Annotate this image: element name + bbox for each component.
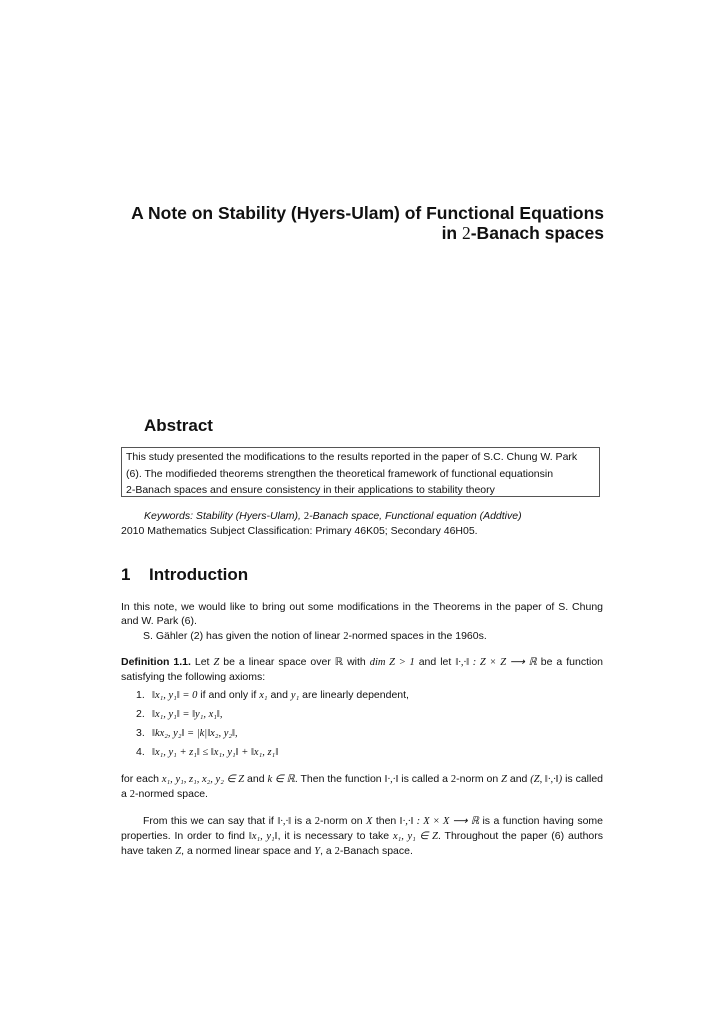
abstract-box bbox=[121, 447, 600, 497]
axiom-text: and bbox=[267, 689, 291, 701]
def-text: Let bbox=[190, 656, 214, 668]
axiom-text: if and only if bbox=[197, 689, 260, 701]
title-line-1: A Note on Stability (Hyers-Ulam) of Functional Equations bbox=[131, 203, 604, 223]
axiom-item bbox=[136, 686, 409, 705]
para-math: Z bbox=[175, 846, 182, 857]
para-math: 2 bbox=[314, 816, 321, 827]
axiom-text: are linearly dependent, bbox=[299, 689, 409, 701]
intro-paragraph-1: In this note, we would like to bring out some modifications in the Theorems in the paper of S. Chung and W. Park (6). bbox=[121, 601, 603, 627]
para-text: , it is necessary to take bbox=[277, 830, 393, 842]
para-text: is a bbox=[291, 815, 315, 827]
title-text: in bbox=[441, 223, 462, 243]
para-text: , a bbox=[320, 845, 335, 857]
para-math: 2 bbox=[334, 846, 340, 857]
para-text: is called a bbox=[398, 773, 451, 785]
para-math: (Z, ‖·,·‖) bbox=[530, 774, 563, 785]
abstract-line: 2-Banach spaces and ensure consistency in their applications to stability theory bbox=[126, 484, 495, 496]
axiom-number: 2. bbox=[136, 708, 145, 720]
intro-paragraph-2 bbox=[121, 629, 603, 644]
keywords-text: Keywords: Stability (Hyers-Ulam), bbox=[144, 510, 304, 522]
axiom-item bbox=[136, 705, 409, 724]
para-text: -norm on bbox=[456, 773, 502, 785]
para-math: Y bbox=[314, 846, 321, 857]
axiom-math: y₁ bbox=[290, 690, 300, 701]
section-number: 1 bbox=[121, 565, 131, 584]
abstract-line: This study presented the modifications to the results reported in the paper of S.C. Chung W. Park bbox=[126, 451, 578, 463]
axiom-math: ‖x₁, y₁ + z₁‖ ≤ ‖x₁, y₁‖ + ‖x₁, z₁‖ bbox=[152, 747, 279, 758]
axiom-number: 4. bbox=[136, 746, 145, 758]
para-text: for each bbox=[121, 773, 162, 785]
def-math: ℝ bbox=[334, 657, 344, 668]
para-math: x₁, y₁ ∈ Z bbox=[393, 831, 438, 842]
final-paragraph bbox=[121, 814, 603, 859]
para-text: From this we can say that if bbox=[143, 815, 278, 827]
para-text: -norm on bbox=[320, 815, 366, 827]
para-text: and bbox=[244, 773, 268, 785]
para-text: S. Gähler (2) has given the notion of linear bbox=[143, 630, 344, 642]
para-text: , a normed linear space and bbox=[181, 845, 315, 857]
title-line-2 bbox=[110, 223, 604, 243]
axiom-item bbox=[136, 743, 409, 762]
title-math: 2 bbox=[461, 223, 471, 243]
msc-classification: 2010 Mathematics Subject Classification: Primary 46K05; Secondary 46H05. bbox=[121, 525, 478, 537]
section-heading-introduction bbox=[121, 565, 248, 585]
para-math: 2 bbox=[450, 774, 457, 785]
definition-conclusion bbox=[121, 772, 603, 802]
abstract-line: (6). The modifieded theorems strengthen the theoretical framework of functional equationsin bbox=[126, 467, 554, 480]
axiom-math: ‖x₁, y₁‖ = ‖y₁, x₁‖, bbox=[152, 709, 223, 720]
abstract-heading: Abstract bbox=[144, 416, 213, 435]
axiom-item bbox=[136, 724, 409, 743]
axiom-number: 3. bbox=[136, 727, 145, 739]
axiom-math: ‖x₁, y₁‖ = 0 bbox=[152, 690, 198, 701]
def-text: be a function satisfying the following axioms: bbox=[121, 656, 603, 683]
para-math: k ∈ ℝ bbox=[267, 774, 295, 785]
def-math: dim Z > 1 bbox=[369, 657, 415, 668]
definition-1-1 bbox=[121, 655, 603, 684]
para-text: . Then the function bbox=[294, 773, 385, 785]
para-text: then bbox=[372, 815, 400, 827]
axiom-number: 1. bbox=[136, 689, 145, 701]
def-math: ‖·,·‖ : Z × Z ⟶ ℝ bbox=[455, 657, 537, 668]
para-math: x₁, y₁, z₁, x₂, y₂ ∈ Z bbox=[161, 774, 245, 785]
para-math: 2 bbox=[129, 789, 136, 800]
para-math: X bbox=[365, 816, 373, 827]
section-title: Introduction bbox=[149, 565, 249, 584]
keywords-text: -Banach space, Functional equation (Addtive) bbox=[309, 510, 522, 522]
axiom-list bbox=[136, 686, 409, 762]
keywords bbox=[144, 510, 522, 522]
axiom-math: ‖kx₂, y₂‖ = |k|‖x₂, y₂‖, bbox=[152, 728, 238, 739]
para-math: ‖·,·‖ bbox=[277, 816, 292, 827]
axiom-math: x₁ bbox=[259, 690, 268, 701]
def-text: be a linear space over bbox=[219, 656, 335, 668]
para-math: ‖x₁, y₁‖ bbox=[248, 831, 278, 842]
para-math: ‖·,·‖ : X × X ⟶ ℝ bbox=[399, 816, 480, 827]
para-text: is called a bbox=[121, 773, 604, 800]
para-math: 2 bbox=[343, 631, 349, 642]
para-text: and bbox=[506, 773, 531, 785]
para-math: Z bbox=[501, 774, 507, 785]
keywords-math: 2 bbox=[303, 511, 310, 522]
definition-label: Definition 1.1. bbox=[121, 656, 191, 668]
para-math: ‖·,·‖ bbox=[384, 774, 399, 785]
para-text: -normed spaces in the 1960s. bbox=[348, 630, 487, 642]
para-text: is a function having some properties. In order to find bbox=[121, 815, 603, 842]
def-math: Z bbox=[213, 657, 220, 668]
para-text: . Throughout the paper (6) authors have taken bbox=[121, 830, 604, 857]
def-text: with bbox=[343, 656, 370, 668]
para-text: -Banach space. bbox=[339, 845, 413, 857]
title-text: -Banach spaces bbox=[470, 223, 604, 243]
def-text: and let bbox=[414, 656, 456, 668]
paper-title bbox=[110, 203, 604, 243]
para-text: -normed space. bbox=[135, 788, 208, 800]
